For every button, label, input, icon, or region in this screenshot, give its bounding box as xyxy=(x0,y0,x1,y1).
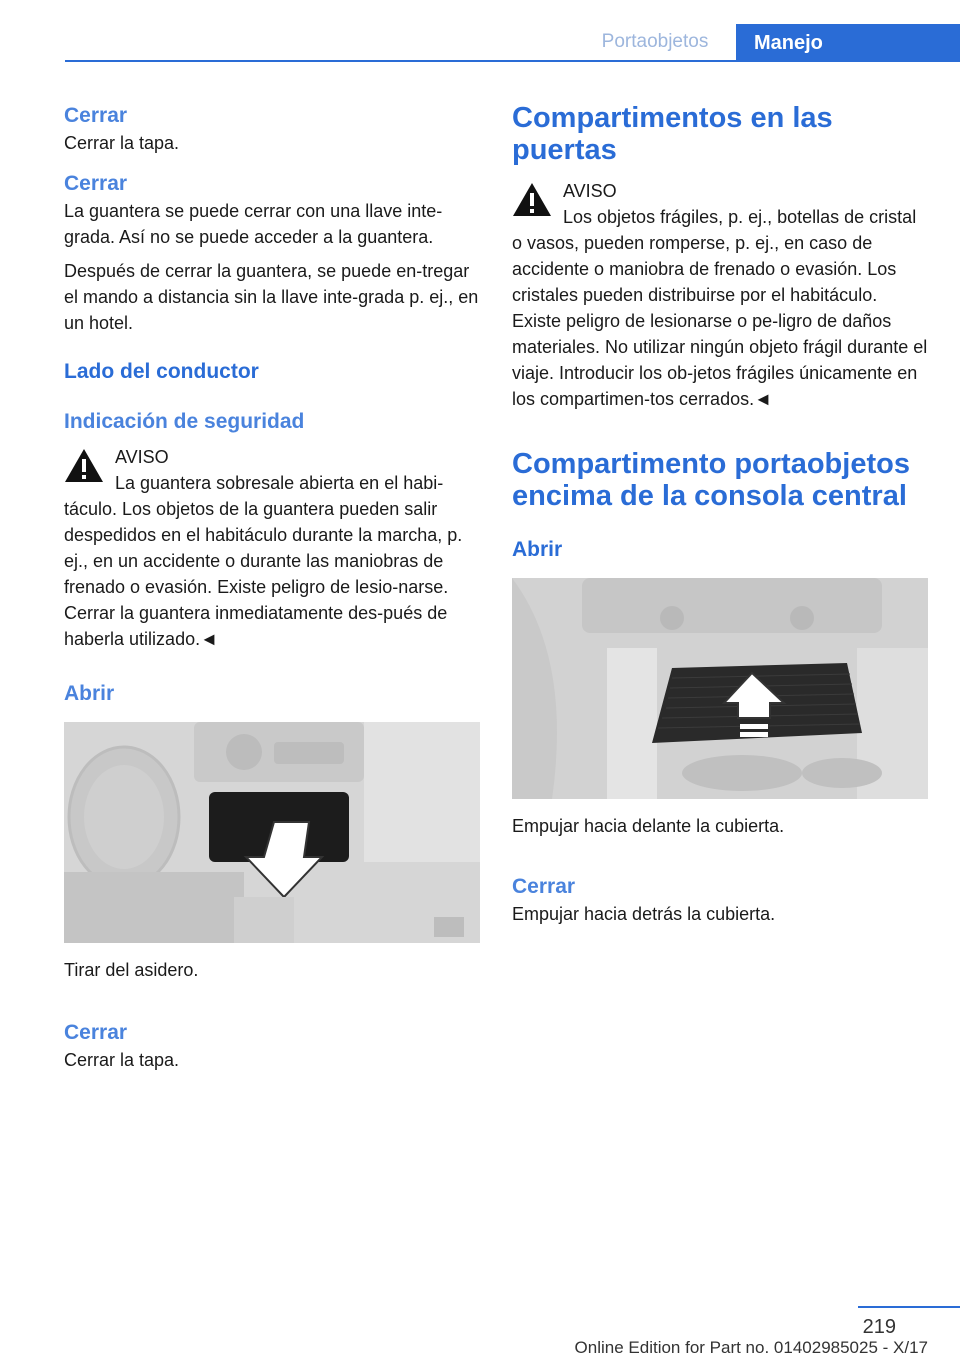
heading-compartimento-consola: Compartimento portaobjetos encima de la consola central xyxy=(512,448,910,512)
glovebox-open-illustration xyxy=(64,722,480,943)
left-column xyxy=(64,102,481,1073)
warning-triangle-icon xyxy=(512,182,552,217)
caption-empujar-delante: Empujar hacia delante la cubierta. xyxy=(512,816,785,836)
caption-tirar-asidero: Tirar del asidero. xyxy=(64,960,199,980)
heading-cerrar-1: Cerrar xyxy=(64,104,128,127)
warning-title: AVISO xyxy=(563,181,617,201)
warning-block-left xyxy=(64,444,481,652)
right-column xyxy=(512,102,929,927)
text-cerrar-1: Cerrar la tapa. xyxy=(64,133,180,153)
text-cerrar-3: Cerrar la tapa. xyxy=(64,1050,180,1070)
footer-rule xyxy=(858,1306,960,1308)
heading-indicacion-seguridad: Indicación de seguridad xyxy=(64,410,305,433)
console-cover-illustration xyxy=(512,578,928,799)
heading-cerrar-right: Cerrar xyxy=(512,875,576,898)
section-tab-portaobjetos: Portaobjetos xyxy=(601,31,709,52)
warning-text: Los objetos frágiles, p. ej., botellas de cristal o vasos, pueden romperse, p. ej., en caso de accidente o maniobra de frenado o evasión. Los cristales pueden distribuirse por el habitáculo. Existe peligro de lesionarse o pe‐ligro de daños materiales. No utilizar ningún objeto frágil durante el viaje. Introducir los ob‐jetos frágiles únicamente en los compartimen‐tos cerrados.◄ xyxy=(512,207,928,409)
page-number: 219 xyxy=(862,1316,896,1338)
warning-triangle-icon xyxy=(64,448,104,483)
text-empujar-detras: Empujar hacia detrás la cubierta. xyxy=(512,904,776,924)
text-cerrar-2-p2: Después de cerrar la guantera, se puede en‐tregar el mando a distancia sin la llave inte‐grada p. ej., en un hotel. xyxy=(64,261,479,333)
heading-abrir-right: Abrir xyxy=(512,538,563,561)
text-cerrar-2-p1: La guantera se puede cerrar con una llave inte‐grada. Así no se puede acceder a la guantera. xyxy=(64,201,443,247)
heading-cerrar-2: Cerrar xyxy=(64,172,128,195)
heading-abrir-left: Abrir xyxy=(64,682,115,705)
warning-title: AVISO xyxy=(115,447,169,467)
warning-block-right xyxy=(512,178,929,412)
heading-lado-conductor: Lado del conductor xyxy=(64,360,259,383)
heading-cerrar-3: Cerrar xyxy=(64,1021,128,1044)
warning-text: La guantera sobresale abierta en el habi‐táculo. Los objetos de la guantera pueden salir despedidos en el habitáculo durante la marcha, p. ej., en un accidente o durante las maniobras de frenado o evasión. Existe peligro de lesio‐narse. Cerrar la guantera inmediatamente des‐pués de haberla utilizado.◄ xyxy=(64,473,463,649)
heading-compartimentos-puertas: Compartimentos en las puertas xyxy=(512,102,833,166)
header-rule xyxy=(65,60,960,62)
edition-line: Online Edition for Part no. 01402985025 - X/17 xyxy=(574,1338,928,1357)
chapter-tab-manejo: Manejo xyxy=(736,24,960,62)
